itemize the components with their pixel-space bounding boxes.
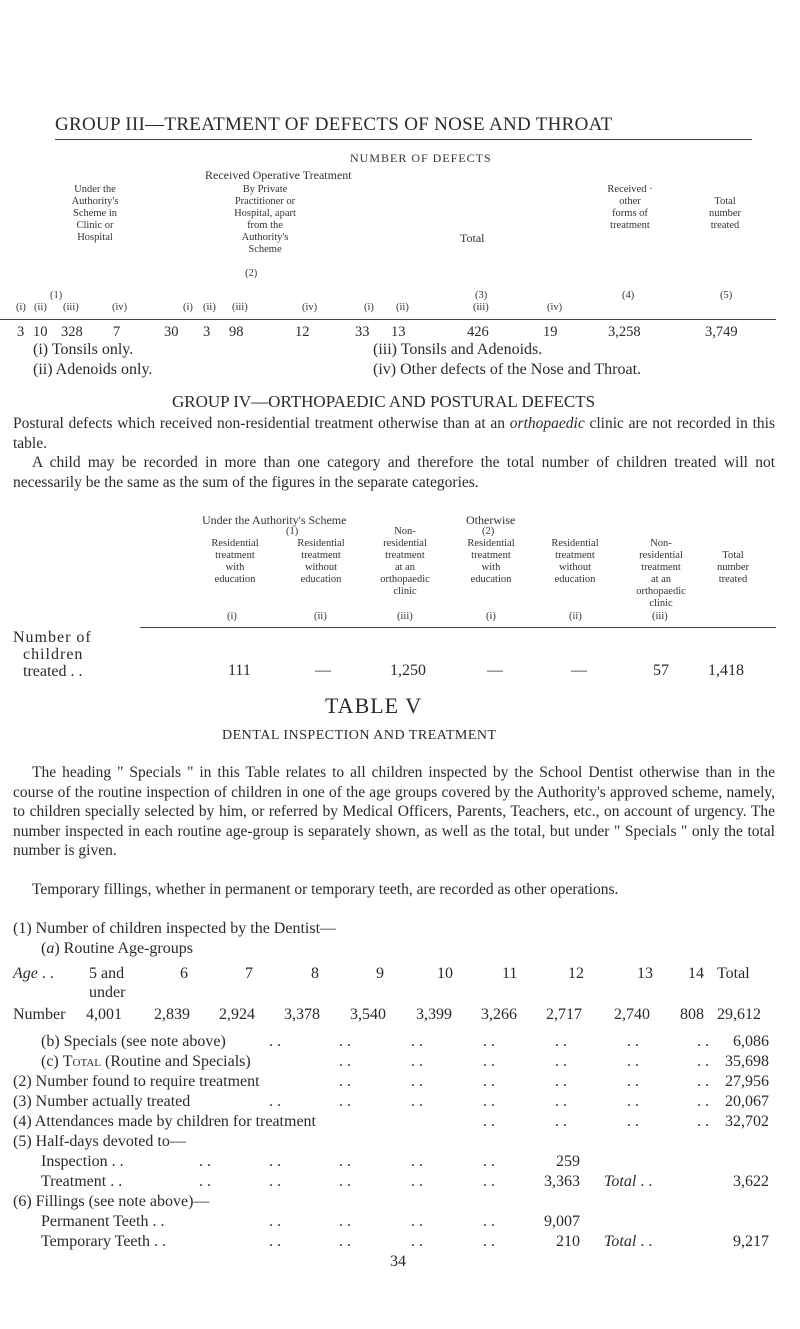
- number-value: 4,001: [86, 1006, 122, 1023]
- leader-dots: . .: [411, 1153, 423, 1170]
- temporary-value: 210: [556, 1233, 580, 1250]
- g4-value: —: [571, 662, 587, 679]
- sub-label: (ii): [203, 302, 216, 313]
- item1a: (a) Routine Age-groups: [41, 940, 193, 957]
- footnote: (i) Tonsils only.: [33, 341, 134, 358]
- under-scheme-heading: Under the Authority's Scheme: [202, 513, 347, 527]
- page-number: 34: [390, 1253, 406, 1270]
- item2: (2) Number found to require treatment: [13, 1073, 260, 1090]
- number-value: 3,378: [284, 1006, 320, 1023]
- footnote: (iv) Other defects of the Nose and Throat.: [373, 361, 642, 378]
- leader-dots: . .: [555, 1073, 567, 1090]
- g3-value: 19: [543, 324, 558, 340]
- leader-dots: . .: [269, 1213, 281, 1230]
- item2-value: 27,956: [725, 1073, 769, 1090]
- leader-dots: . .: [697, 1033, 709, 1050]
- item1b: (b) Specials (see note above): [41, 1033, 226, 1050]
- leader-dots: . .: [269, 1173, 281, 1190]
- g4-col-header: Total number treated: [716, 550, 750, 585]
- g4-roman: (i): [486, 611, 496, 622]
- g4-col-header: Non- residential treatment at an orthopaedic clinic: [636, 538, 686, 609]
- col-total-header: Total: [460, 231, 485, 245]
- g4-col-header: Non- residential treatment at an orthopaedic clinic: [380, 526, 430, 597]
- col-private-header: By Private Practitioner or Hospital, apart from the Authority's Scheme: [234, 184, 296, 255]
- temporary-total-label: Total . .: [604, 1233, 653, 1250]
- sub-label: (iv): [112, 302, 128, 313]
- leader-dots: . .: [269, 1033, 281, 1050]
- leader-dots: . .: [411, 1213, 423, 1230]
- g4-value: 1,418: [708, 662, 744, 679]
- g4-col-header: Residential treatment without education: [297, 538, 345, 585]
- leader-dots: . .: [697, 1073, 709, 1090]
- col-total-treated-header: Total number treated: [708, 196, 742, 231]
- leader-dots: . .: [269, 1093, 281, 1110]
- item3-value: 20,067: [725, 1093, 769, 1110]
- number-value: 2,740: [614, 1006, 650, 1023]
- leader-dots: . .: [627, 1033, 639, 1050]
- g3-value: 98: [229, 324, 244, 340]
- g3-value: 3: [17, 324, 25, 340]
- leader-dots: . .: [411, 1233, 423, 1250]
- g4-value: —: [315, 662, 331, 679]
- age-value: 6: [180, 965, 188, 982]
- leader-dots: . .: [339, 1053, 351, 1070]
- leader-dots: . .: [411, 1033, 423, 1050]
- number-label: Number: [13, 1006, 66, 1023]
- g4-value: 57: [653, 662, 669, 679]
- leader-dots: . .: [199, 1173, 211, 1190]
- sub-label: (iv): [302, 302, 318, 313]
- leader-dots: . .: [339, 1233, 351, 1250]
- leader-dots: . .: [627, 1073, 639, 1090]
- leader-dots: . .: [627, 1053, 639, 1070]
- age-label: Age . .: [13, 965, 54, 982]
- item6: (6) Fillings (see note above)—: [13, 1193, 210, 1210]
- g4-roman: (iii): [397, 611, 413, 622]
- number-value: 3,540: [350, 1006, 386, 1023]
- leader-dots: . .: [555, 1093, 567, 1110]
- age-under: under: [89, 984, 126, 1001]
- g4-value: 1,250: [390, 662, 426, 679]
- group3-title: GROUP III—TREATMENT OF DEFECTS OF NOSE AND THROAT: [55, 114, 613, 135]
- leader-dots: . .: [339, 1093, 351, 1110]
- number-value: 2,924: [219, 1006, 255, 1023]
- leader-dots: . .: [199, 1153, 211, 1170]
- leader-dots: . .: [339, 1173, 351, 1190]
- leader-dots: . .: [483, 1033, 495, 1050]
- g4-col-header: Residential treatment without education: [551, 538, 599, 585]
- leader-dots: . .: [411, 1093, 423, 1110]
- inspection-value: 259: [556, 1153, 580, 1170]
- leader-dots: . .: [555, 1033, 567, 1050]
- col-other-header: Received · other forms of treatment: [607, 184, 653, 231]
- leader-dots: . .: [339, 1073, 351, 1090]
- item1c-value: 35,698: [725, 1053, 769, 1070]
- table5-para1: The heading " Specials " in this Table relates to all children inspected by the School Dentist otherwise than in the course of the routine inspection of children in one of the age groups covered by the Authority's approved scheme, namely, to children specially selected by him, or referred by Medical Officers, Parents, Teachers, etc., on account of urgency. The number inspected in each routine age-group is separately shown, as well as the total, but under " Specials " only the total number is given.: [13, 764, 775, 859]
- age-value: 12: [568, 965, 584, 982]
- sub-label: (i): [16, 302, 26, 313]
- g4-roman: (ii): [314, 611, 327, 622]
- num-label-4: (4): [622, 290, 635, 301]
- number-value: 3,266: [481, 1006, 517, 1023]
- item1b-value: 6,086: [733, 1033, 769, 1050]
- leader-dots: . .: [269, 1153, 281, 1170]
- leader-dots: . .: [339, 1033, 351, 1050]
- leader-dots: . .: [339, 1153, 351, 1170]
- g3-value: 3: [203, 324, 211, 340]
- age-value: 5 and: [89, 965, 125, 982]
- temporary-total-value: 9,217: [733, 1233, 769, 1250]
- sub-label: (i): [364, 302, 374, 313]
- treatment-value: 3,363: [544, 1173, 580, 1190]
- g3-value: 30: [164, 324, 179, 340]
- leader-dots: . .: [483, 1113, 495, 1130]
- item1c: (c) Total (Routine and Specials): [41, 1053, 251, 1070]
- g3-value: 3,749: [705, 324, 738, 340]
- g4-n1: (1): [286, 526, 299, 537]
- title-rule: [55, 139, 752, 140]
- group4-intro-a: Postural defects which received non-residential treatment otherwise than at an orthopaedic clinic are not recorded in this table.: [13, 415, 776, 452]
- sub-label: (iii): [473, 302, 489, 313]
- table5-para2: Temporary fillings, whether in permanent or temporary teeth, are recorded as other operations.: [32, 881, 619, 898]
- leader-dots: . .: [411, 1173, 423, 1190]
- leader-dots: . .: [483, 1173, 495, 1190]
- g4-col-header: Residential treatment with education: [467, 538, 515, 585]
- footnote: (ii) Adenoids only.: [33, 361, 153, 378]
- temporary-label: Temporary Teeth . .: [41, 1233, 166, 1250]
- leader-dots: . .: [411, 1073, 423, 1090]
- g4-row-label: Number of children treated . .: [13, 629, 92, 680]
- g3-value: 426: [467, 324, 489, 340]
- number-value: 2,717: [546, 1006, 582, 1023]
- table5-title: TABLE V: [325, 693, 423, 718]
- leader-dots: . .: [555, 1053, 567, 1070]
- group4-intro-b: A child may be recorded in more than one category and therefore the total number of children treated will not necessarily be the same as the sum of the figures in the separate categories.: [13, 454, 775, 491]
- permanent-label: Permanent Teeth . .: [41, 1213, 165, 1230]
- age-value: 13: [637, 965, 653, 982]
- item4: (4) Attendances made by children for treatment: [13, 1113, 316, 1130]
- treatment-label: Treatment . .: [41, 1173, 123, 1190]
- leader-dots: . .: [627, 1113, 639, 1130]
- item5: (5) Half-days devoted to—: [13, 1133, 186, 1150]
- g4-value: —: [487, 662, 503, 679]
- leader-dots: . .: [483, 1073, 495, 1090]
- g4-value: 111: [228, 662, 251, 679]
- g4-roman: (ii): [569, 611, 582, 622]
- g4-rule: [140, 627, 776, 628]
- leader-dots: . .: [483, 1213, 495, 1230]
- received-operative-heading: Received Operative Treatment: [205, 168, 352, 182]
- g3-value: 328: [61, 324, 83, 340]
- age-value: 14: [688, 965, 704, 982]
- g3-value: 12: [295, 324, 310, 340]
- sub-label: (ii): [34, 302, 47, 313]
- leader-dots: . .: [269, 1233, 281, 1250]
- leader-dots: . .: [339, 1213, 351, 1230]
- g4-roman: (iii): [652, 611, 668, 622]
- g4-roman: (i): [227, 611, 237, 622]
- group4-title: GROUP IV—ORTHOPAEDIC AND POSTURAL DEFECTS: [172, 392, 596, 411]
- leader-dots: . .: [555, 1113, 567, 1130]
- treatment-total-value: 3,622: [733, 1173, 769, 1190]
- leader-dots: . .: [483, 1053, 495, 1070]
- permanent-value: 9,007: [544, 1213, 580, 1230]
- num-label-1: (1): [50, 290, 63, 301]
- g3-value: 3,258: [608, 324, 641, 340]
- g3-value: 10: [33, 324, 48, 340]
- table-rule: [0, 319, 776, 320]
- leader-dots: . .: [697, 1113, 709, 1130]
- sub-label: (iii): [232, 302, 248, 313]
- age-value: 10: [437, 965, 453, 982]
- leader-dots: . .: [483, 1233, 495, 1250]
- age-value: 11: [502, 965, 518, 982]
- number-value: 2,839: [154, 1006, 190, 1023]
- age-value: 7: [245, 965, 253, 982]
- leader-dots: . .: [483, 1153, 495, 1170]
- sub-label: (i): [183, 302, 193, 313]
- num-label-3: (3): [475, 290, 488, 301]
- g3-value: 13: [391, 324, 406, 340]
- sub-label: (ii): [396, 302, 409, 313]
- g4-col-header: Residential treatment with education: [211, 538, 259, 585]
- number-value: 808: [680, 1006, 704, 1023]
- item4-value: 32,702: [725, 1113, 769, 1130]
- leader-dots: . .: [627, 1093, 639, 1110]
- item3: (3) Number actually treated: [13, 1093, 191, 1110]
- sub-label: (iii): [63, 302, 79, 313]
- table5-subtitle: DENTAL INSPECTION AND TREATMENT: [222, 728, 497, 743]
- g4-n2: (2): [482, 526, 495, 537]
- leader-dots: . .: [697, 1093, 709, 1110]
- otherwise-heading: Otherwise: [466, 513, 516, 527]
- age-value: 8: [311, 965, 319, 982]
- number-value: 3,399: [416, 1006, 452, 1023]
- leader-dots: . .: [411, 1053, 423, 1070]
- treatment-total-label: Total . .: [604, 1173, 653, 1190]
- age-value: 9: [376, 965, 384, 982]
- num-label-2: (2): [245, 268, 258, 279]
- g3-value: 33: [355, 324, 370, 340]
- item1: (1) Number of children inspected by the Dentist—: [13, 920, 337, 937]
- group3-subtitle: NUMBER OF DEFECTS: [350, 151, 492, 165]
- leader-dots: . .: [697, 1053, 709, 1070]
- g3-value: 7: [113, 324, 121, 340]
- leader-dots: . .: [483, 1093, 495, 1110]
- age-value: Total: [717, 965, 750, 982]
- sub-label: (iv): [547, 302, 563, 313]
- inspection-label: Inspection . .: [41, 1153, 124, 1170]
- num-label-5: (5): [720, 290, 733, 301]
- number-value: 29,612: [717, 1006, 761, 1023]
- footnote: (iii) Tonsils and Adenoids.: [373, 341, 543, 358]
- col-authority-header: Under the Authority's Scheme in Clinic or Hospital: [71, 184, 119, 243]
